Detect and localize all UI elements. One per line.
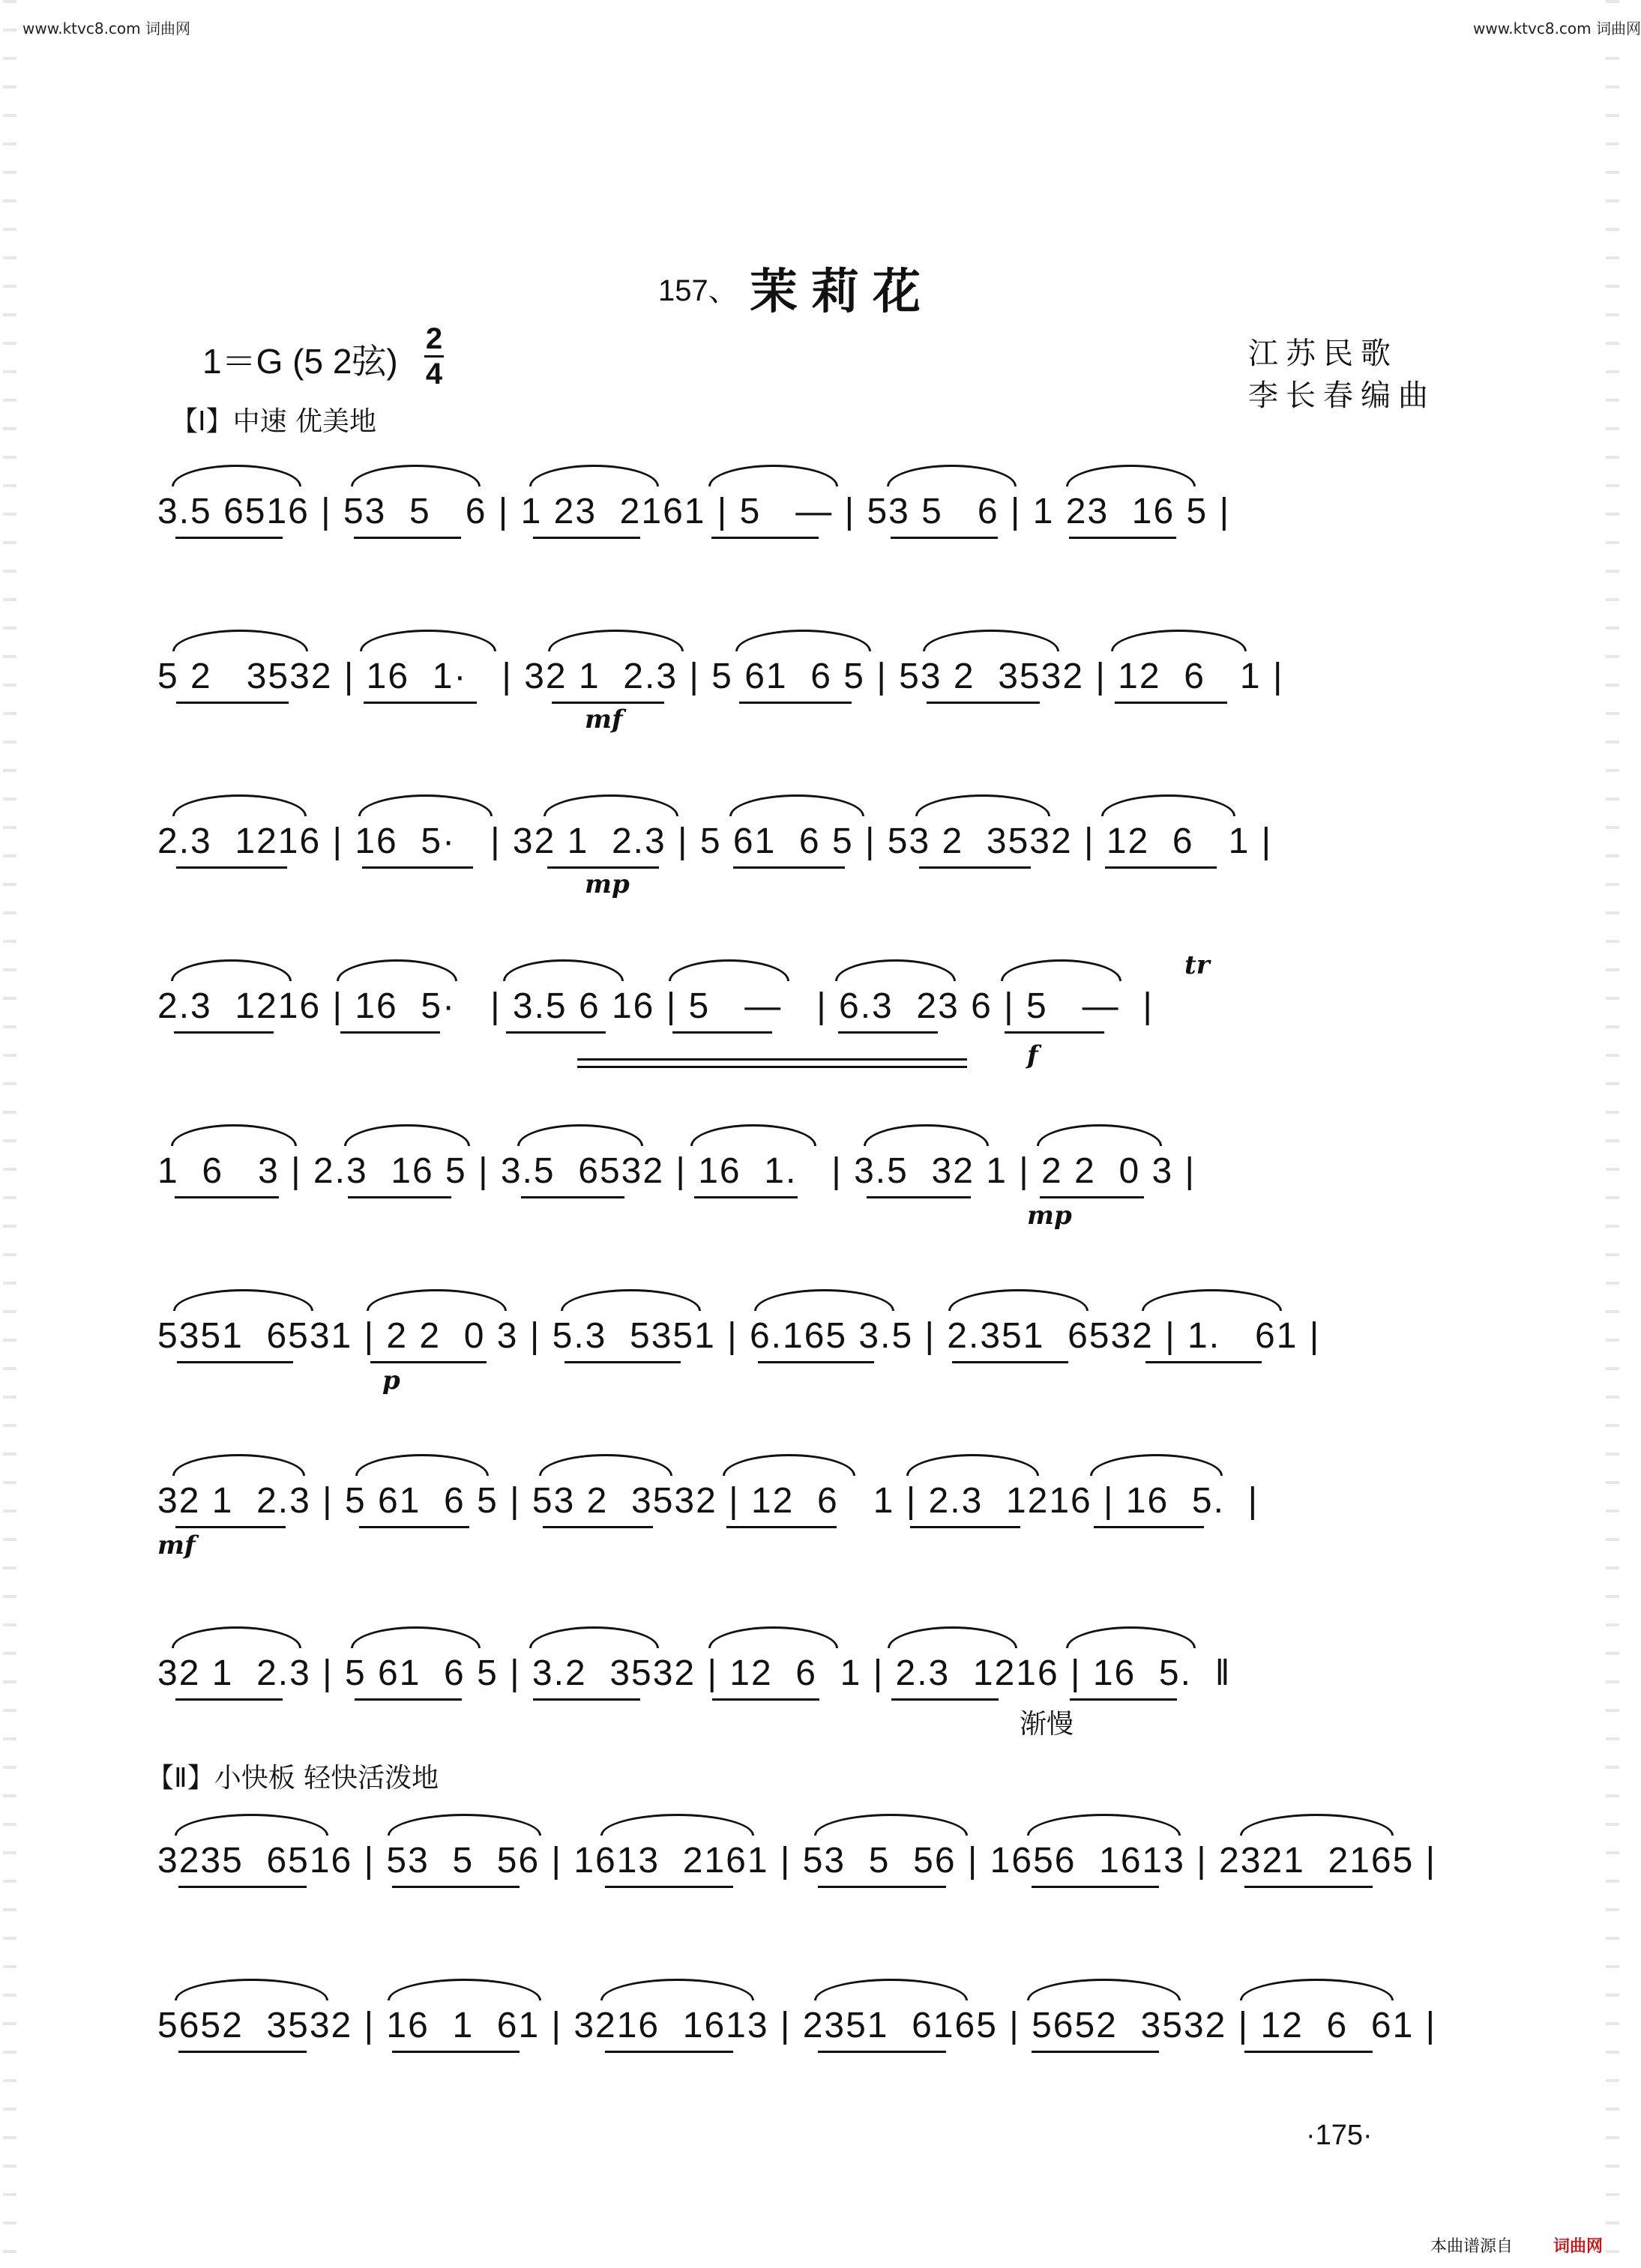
slur-arc [1027, 1979, 1181, 2000]
right-edge-strip [1606, 0, 1619, 2268]
beam-underline [177, 1361, 293, 1363]
beam-underline [362, 866, 474, 869]
slur-arc [1066, 1626, 1196, 1648]
beam-underline [1105, 866, 1217, 869]
slur-arc [548, 630, 684, 651]
beam-underline [359, 1526, 469, 1528]
beam-underline [1244, 1886, 1373, 1888]
beam-underline [919, 866, 1031, 869]
beam-underline [891, 1698, 999, 1701]
beam-underline [392, 2051, 520, 2053]
slur-arc [814, 1814, 968, 1836]
slur-arc [539, 1454, 672, 1476]
slur-arc [172, 630, 308, 651]
slur-arc [948, 1289, 1089, 1311]
slur-arc [1027, 1814, 1181, 1836]
beam-underline [726, 1526, 837, 1528]
slur-arc [864, 1124, 990, 1146]
slur-arc [600, 1814, 754, 1836]
beam-underline [370, 1361, 487, 1363]
slur-arc [1066, 465, 1196, 486]
ritardando-marking: 渐慢 [1020, 1709, 1074, 1740]
beam-underline [178, 2051, 307, 2053]
beam-underline [543, 1526, 653, 1528]
beam-underline [818, 2051, 946, 2053]
page-number: ·175· [1306, 2120, 1373, 2151]
time-signature-top: 2 [425, 322, 443, 355]
beam-underline [711, 537, 819, 539]
score-line-notes: 2.3 1216 | 16 5· | 32 1 2.3 | 5 61 6 5 | 53 2 3532 | 12 6 1 | [157, 821, 1273, 861]
score-line-notes: 3235 6516 | 53 5 56 | 1613 2161 | 53 5 56 | 1656 1613 | 2321 2165 | [157, 1841, 1437, 1881]
beam-underline [178, 1886, 307, 1888]
time-signature-bottom: 4 [425, 358, 443, 390]
slur-arc [1240, 1979, 1394, 2000]
beam-underline [1069, 537, 1176, 539]
beam-underline [506, 1031, 606, 1034]
site-watermark-right: www.ktvc8.com 词曲网 [1473, 19, 1641, 37]
beam-underline [952, 1361, 1068, 1363]
score-line-6 [157, 1237, 1447, 1396]
dynamic-marking: p [382, 1366, 400, 1396]
beam-underline [175, 1698, 283, 1701]
beam-underline [758, 1361, 874, 1363]
beam-underline [533, 1698, 640, 1701]
slur-arc [708, 1626, 838, 1648]
beam-underline [1032, 1886, 1160, 1888]
slur-arc [729, 794, 864, 816]
slur-arc [669, 959, 789, 981]
score-line-5 [157, 1072, 1447, 1231]
score-line-3 [157, 742, 1447, 899]
slur-arc [888, 1626, 1017, 1648]
slur-arc [1111, 630, 1247, 651]
slur-arc [923, 630, 1059, 651]
beam-underline [354, 537, 461, 539]
site-watermark-left: www.ktvc8.com 词曲网 [22, 19, 191, 37]
footer-brand-logo: 词曲网 [1553, 2237, 1604, 2256]
trill-marking: tr [1184, 950, 1210, 980]
beam-underline [1145, 1361, 1262, 1363]
key-signature: 1＝G (5 2弦) [202, 342, 398, 381]
slur-arc [735, 630, 871, 651]
dynamic-marking: mf [157, 1530, 196, 1560]
slur-arc [1240, 1814, 1394, 1836]
score-line-notes: 5351 6531 | 2 2 0 3 | 5.3 5351 | 6.165 3.5 | 2.351 6532 | 1. 61 | [157, 1316, 1321, 1356]
slur-arc [503, 959, 624, 981]
slur-arc [835, 959, 956, 981]
beam-underline [733, 866, 845, 869]
slur-arc [358, 794, 493, 816]
beam-underline [547, 866, 659, 869]
beam-underline [521, 1196, 625, 1198]
arranger-credit: 李长春编曲 [1248, 378, 1436, 413]
dynamic-marking: mp [585, 869, 630, 899]
slur-arc [708, 465, 838, 486]
crescendo-line [577, 1058, 967, 1061]
score-line-notes: 1 6 3 | 2.3 16 5 | 3.5 6532 | 16 1. | 3.5 32 1 | 2 2 0 3 | [157, 1151, 1196, 1191]
slur-arc [906, 1454, 1039, 1476]
beam-underline [364, 702, 476, 704]
beam-underline [605, 2051, 733, 2053]
beam-underline [175, 1196, 279, 1198]
slur-arc [172, 794, 307, 816]
slur-arc [360, 630, 496, 651]
footer-source-label: 本曲谱源自 [1430, 2237, 1514, 2256]
slur-arc [529, 1626, 659, 1648]
beam-underline [1032, 2051, 1160, 2053]
score-line-4 [157, 907, 1447, 1070]
piece-title: 茉莉花 [750, 265, 934, 320]
beam-underline [175, 1526, 286, 1528]
beam-underline [340, 1031, 440, 1034]
beam-underline [348, 1196, 452, 1198]
slur-arc [171, 959, 292, 981]
slur-arc [723, 1454, 855, 1476]
score-line-notes: 2.3 1216 | 16 5· | 3.5 6 16 | 5 — | 6.3 23 6 | 5 — | [157, 986, 1154, 1026]
beam-underline [392, 1886, 520, 1888]
piece-number: 157、 [658, 274, 738, 307]
beam-underline [564, 1361, 681, 1363]
slur-arc [690, 1124, 816, 1146]
slur-arc [529, 465, 659, 486]
time-signature [424, 322, 444, 390]
slur-arc [561, 1289, 701, 1311]
beam-underline [927, 702, 1039, 704]
beam-underline [175, 537, 283, 539]
slur-arc [814, 1979, 968, 2000]
slur-arc [388, 1979, 541, 2000]
score-line-8 [157, 1574, 1447, 1740]
beam-underline [552, 702, 664, 704]
slur-arc [172, 1626, 301, 1648]
score-line-2 [157, 577, 1447, 735]
beam-underline [838, 1031, 938, 1034]
score-line-notes: 5652 3532 | 16 1 61 | 3216 1613 | 2351 6165 | 5652 3532 | 12 6 61 | [157, 2006, 1437, 2045]
beam-underline [1115, 702, 1227, 704]
beam-underline [533, 537, 640, 539]
beam-underline [694, 1196, 798, 1198]
slur-arc [355, 1454, 488, 1476]
slur-arc [171, 1124, 297, 1146]
slur-arc [173, 1289, 313, 1311]
score-line-9 [157, 1761, 1447, 1911]
section-one-heading: 【Ⅰ】中速 优美地 [171, 406, 377, 437]
slur-arc [754, 1289, 894, 1311]
slur-arc [1101, 794, 1235, 816]
beam-underline [739, 702, 852, 704]
slur-arc [351, 465, 481, 486]
beam-underline [1070, 1698, 1177, 1701]
slur-arc [1001, 959, 1121, 981]
beam-underline [1094, 1526, 1204, 1528]
left-edge-strip [3, 0, 16, 2268]
beam-underline [605, 1886, 733, 1888]
slur-arc [517, 1124, 643, 1146]
slur-arc [1142, 1289, 1282, 1311]
beam-underline [712, 1698, 819, 1701]
section-two-heading: 【Ⅱ】小快板 轻快活泼地 [147, 1763, 439, 1794]
beam-underline [867, 1196, 971, 1198]
beam-underline [355, 1698, 462, 1701]
slur-arc [388, 1814, 541, 1836]
dynamic-marking: f [1027, 1040, 1038, 1070]
origin-credit: 江苏民歌 [1248, 337, 1398, 371]
beam-underline [176, 702, 289, 704]
crescendo-line [577, 1066, 967, 1068]
beam-underline [672, 1031, 772, 1034]
slur-arc [544, 794, 678, 816]
beam-underline [1040, 1196, 1144, 1198]
beam-underline [1244, 2051, 1373, 2053]
slur-arc [351, 1626, 481, 1648]
beam-underline [818, 1886, 946, 1888]
beam-underline [1005, 1031, 1104, 1034]
beam-underline [176, 866, 288, 869]
slur-arc [175, 1979, 328, 2000]
slur-arc [344, 1124, 470, 1146]
slur-arc [915, 794, 1050, 816]
slur-arc [1090, 1454, 1223, 1476]
beam-underline [891, 537, 998, 539]
score-line-notes: 5 2 3532 | 16 1· | 32 1 2.3 | 5 61 6 5 | 53 2 3532 | 12 6 1 | [157, 657, 1284, 696]
slur-arc [887, 465, 1017, 486]
score-line-10 [157, 1926, 1447, 2076]
slur-arc [600, 1979, 754, 2000]
beam-underline [910, 1526, 1020, 1528]
score-line-notes: 32 1 2.3 | 5 61 6 5 | 3.2 3532 | 12 6 1 | 2.3 1216 | 16 5. ‖ [157, 1653, 1232, 1693]
slur-arc [172, 465, 301, 486]
score-line-7 [157, 1402, 1447, 1560]
score-line-notes: 32 1 2.3 | 5 61 6 5 | 53 2 3532 | 12 6 1 | 2.3 1216 | 16 5. | [157, 1481, 1259, 1521]
slur-arc [1037, 1124, 1163, 1146]
slur-arc [172, 1454, 305, 1476]
score-line-1 [157, 412, 1447, 562]
slur-arc [175, 1814, 328, 1836]
slur-arc [367, 1289, 507, 1311]
score-line-notes: 3.5 6516 | 53 5 6 | 1 23 2161 | 5 — | 53 5 6 | 1 23 16 5 | [157, 492, 1231, 531]
beam-underline [174, 1031, 274, 1034]
slur-arc [337, 959, 457, 981]
dynamic-marking: mf [585, 705, 623, 735]
dynamic-marking: mp [1027, 1201, 1072, 1231]
